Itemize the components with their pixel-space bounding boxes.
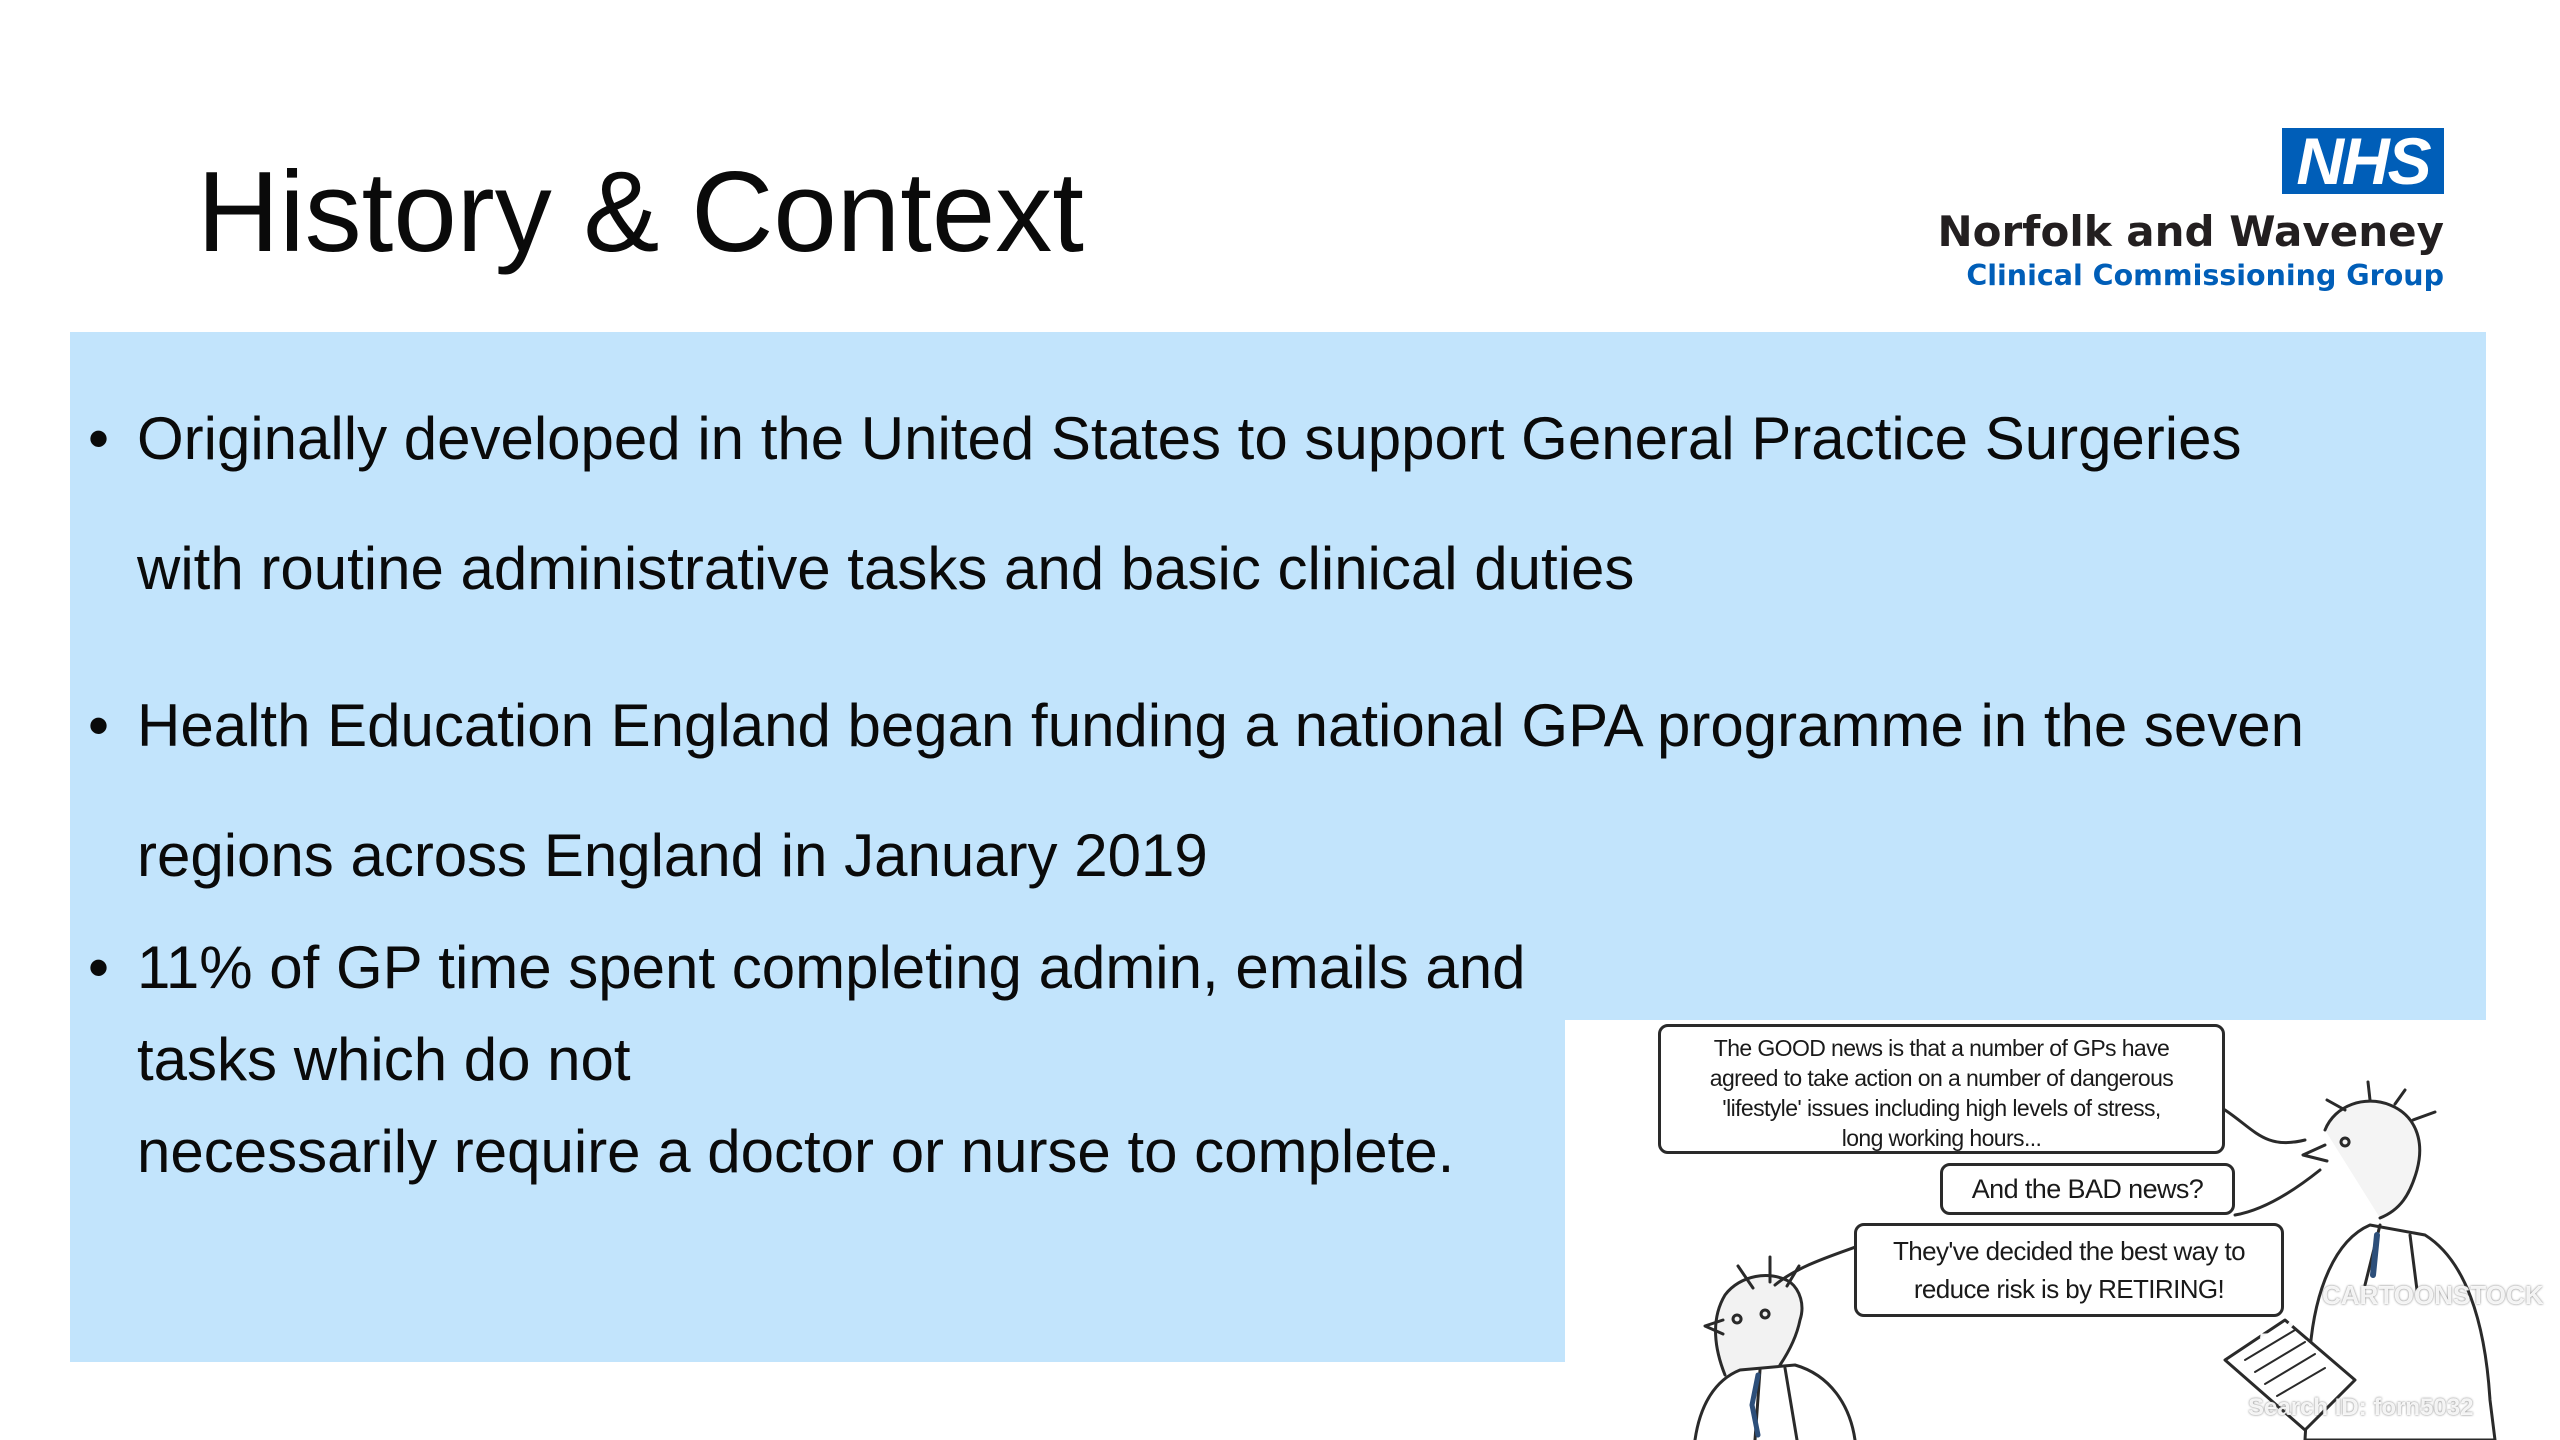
bullet-line: Health Education England began funding a national GPA programme in the seven xyxy=(137,692,2305,759)
nhs-badge: NHS xyxy=(2282,128,2444,194)
bullet-text xyxy=(137,661,2487,921)
speech-bubble-3 xyxy=(1854,1223,2284,1317)
bullet-text xyxy=(137,922,1597,1198)
bullet-line: 11% of GP time spent completing admin, emails and tasks which do not xyxy=(137,934,1526,1093)
bullet-line: with routine administrative tasks and basic clinical duties xyxy=(137,535,1635,602)
bubble-line: agreed to take action on a number of dangerous xyxy=(1709,1065,2174,1091)
bullet-icon: • xyxy=(88,692,110,759)
bullet-line: Originally developed in the United States to support General Practice Surgeries xyxy=(137,405,2242,472)
logo-organisation: Norfolk and Waveney xyxy=(1937,207,2444,256)
bullet-text xyxy=(137,374,2487,634)
speech-bubble-1 xyxy=(1658,1024,2225,1154)
bullet-icon: • xyxy=(88,934,110,1001)
bubble-line: 'lifestyle' issues including high levels of stress, xyxy=(1722,1095,2161,1121)
bubble-line: They've decided the best way to xyxy=(1892,1236,2246,1266)
cartoon-watermark: CARTOONSTOCK xyxy=(2322,1280,2544,1310)
cartoon-search-id: Search ID: forn5032 xyxy=(2248,1394,2474,1421)
bubble-line: The GOOD news is that a number of GPs have xyxy=(1713,1035,2170,1061)
bullet-icon: • xyxy=(88,405,110,472)
bullet-line: regions across England in January 2019 xyxy=(137,822,1208,889)
slide-title: History & Context xyxy=(197,149,1084,276)
cartoon-image xyxy=(1565,1020,2560,1440)
nhs-logo xyxy=(1884,124,2444,298)
bullet-line: necessarily require a doctor or nurse to complete. xyxy=(137,1118,1455,1185)
speech-bubble-2: And the BAD news? xyxy=(1940,1163,2235,1215)
bubble-line: long working hours... xyxy=(1841,1125,2042,1151)
logo-subtitle: Clinical Commissioning Group xyxy=(1966,259,2444,292)
bubble-line: reduce risk is by RETIRING! xyxy=(1913,1274,2225,1304)
